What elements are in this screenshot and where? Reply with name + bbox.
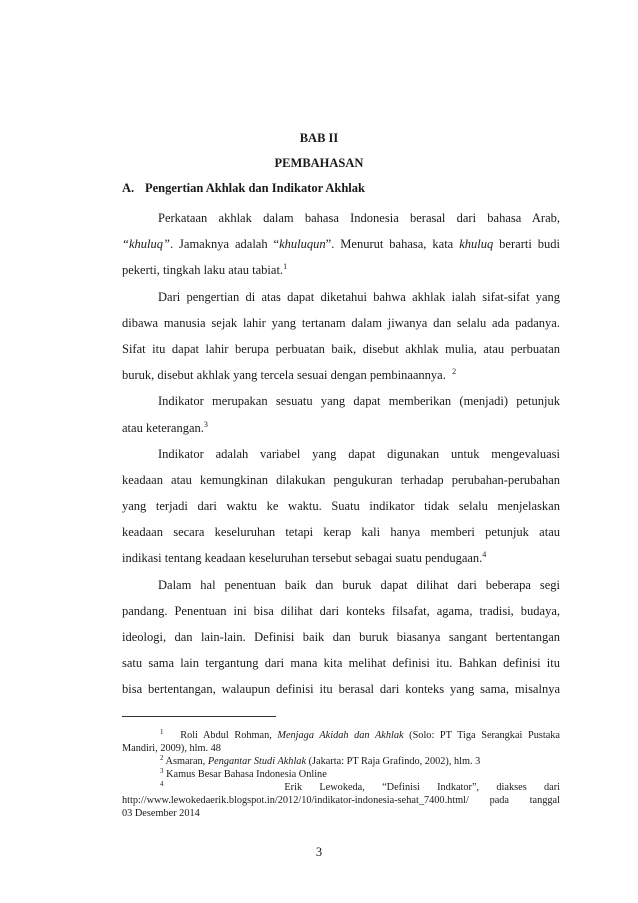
page-number: 3 [315, 845, 323, 859]
p4-line-4: keadaan secara keseluruhan tetapi kerap kali hanya memberi petunjuk atau [122, 525, 560, 539]
p1-line-1: Perkataan akhlak dalam bahasa Indonesia berasal dari bahasa Arab, [158, 211, 560, 225]
footnote-4-date: 03 Desember 2014 [122, 808, 200, 819]
p5-line-5: bisa bertentangan, walaupun definisi itu berasal dari konteks yang sama, misalnya [122, 682, 560, 696]
footnote-1-publisher: (Solo: PT Tiga Serangkai Pustaka [403, 730, 560, 741]
p1-text-c: berarti budi [493, 237, 560, 251]
footnote-ref-1: 1 [283, 262, 288, 271]
p1-text-a: . Jamaknya adalah “ [169, 237, 280, 251]
chapter-label: BAB II [299, 131, 339, 145]
p5-line-2: pandang. Penentuan ini bisa dilihat dari konteks filsafat, agama, tradisi, budaya, [122, 604, 560, 618]
footnote-4-line-1 [160, 781, 560, 794]
section-heading [122, 181, 365, 196]
p4-line-3: yang terjadi dari waktu ke waktu. Suatu indikator tidak selalu menjelaskan [122, 499, 560, 513]
p4-line-5-text: indikasi tentang keadaan keseluruhan tersebut sebagai suatu pendugaan. [122, 551, 483, 565]
p1-term-khuluq: khuluq [459, 237, 494, 251]
footnote-3 [160, 768, 560, 781]
footnote-4-number: 4 [160, 780, 164, 788]
footnote-2-number: 2 [160, 754, 164, 762]
p1-term-khuluqun: khuluqun [279, 237, 326, 251]
p3-line-1: Indikator merupakan sesuatu yang dapat memberikan (menjadi) petunjuk [158, 394, 560, 408]
footnote-3-number: 3 [160, 767, 164, 775]
footnote-1-line-2: Mandiri, 2009), hlm. 48 [122, 743, 221, 754]
footnote-1-line-1 [160, 729, 560, 742]
p2-line-3: Sifat itu dapat lahir berupa perbuatan baik, disebut akhlak mulia, atau perbuatan [122, 342, 560, 356]
p3-line-2-text: atau keterangan. [122, 421, 204, 435]
footnote-3-text: Kamus Besar Bahasa Indonesia Online [166, 769, 327, 780]
footnote-2-book-title: Pengantar Studi Akhlak [207, 756, 307, 767]
footnote-ref-4: 4 [482, 550, 487, 559]
p2-line-4 [122, 367, 560, 383]
footnote-separator [122, 716, 276, 717]
p1-line-3 [122, 262, 560, 278]
p4-line-1: Indikator adalah variabel yang dapat digunakan untuk mengevaluasi [158, 447, 560, 461]
footnote-1-author: Roli Abdul Rohman, [180, 730, 278, 741]
footnote-1-book-title: Menjaga Akidah dan Akhlak [277, 730, 404, 741]
p1-line-3-text: pekerti, tingkah laku atau tabiat. [122, 263, 284, 277]
footnote-2-publisher: (Jakarta: PT Raja Grafindo, 2002), hlm. 3 [306, 756, 481, 767]
section-title: Pengertian Akhlak dan Indikator Akhlak [145, 181, 365, 195]
footnote-4-url[interactable]: http://www.lewokedaerik.blogspot.in/2012/10/indikator-indonesia-sehat_7400.html/ pada tanggal [122, 795, 560, 806]
p2-line-4-text: buruk, disebut akhlak yang tercela sesuai dengan pembinaannya. [122, 368, 446, 382]
footnote-4-text: Erik Lewokeda, “Definisi Indkator”, diakses dari [284, 782, 560, 793]
footnote-2 [160, 755, 560, 768]
p1-text-b: ”. Menurut bahasa, kata [325, 237, 460, 251]
p5-line-4: satu sama lain tergantung dari mana kita melihat definisi itu. Bahkan definisi itu [122, 656, 560, 670]
p5-line-1: Dalam hal penentuan baik dan buruk dapat dilihat dari beberapa segi [158, 578, 560, 592]
chapter-title: PEMBAHASAN [274, 156, 364, 170]
p4-line-5 [122, 550, 560, 566]
p3-line-2 [122, 420, 560, 436]
section-letter: A. [122, 181, 135, 195]
p1-line-2 [122, 236, 560, 252]
p5-line-3: ideologi, dan lain-lain. Definisi baik dan buruk biasanya sangant bertentangan [122, 630, 560, 644]
footnote-ref-3: 3 [203, 420, 208, 429]
p2-line-1: Dari pengertian di atas dapat diketahui bahwa akhlak ialah sifat-sifat yang [158, 290, 560, 304]
footnote-1-number: 1 [160, 728, 164, 736]
footnote-2-author: Asmaran, [165, 756, 208, 767]
p4-line-2: keadaan atau kemungkinan dilakukan pengukuran terhadap perubahan-perubahan [122, 473, 560, 487]
footnote-ref-2: 2 [452, 367, 457, 376]
p2-line-2: dibawa manusia sejak lahir yang tertanam dalam jiwanya dan selalu ada padanya. [122, 316, 560, 330]
p1-term-khuluq-quoted: “khuluq” [122, 237, 170, 251]
